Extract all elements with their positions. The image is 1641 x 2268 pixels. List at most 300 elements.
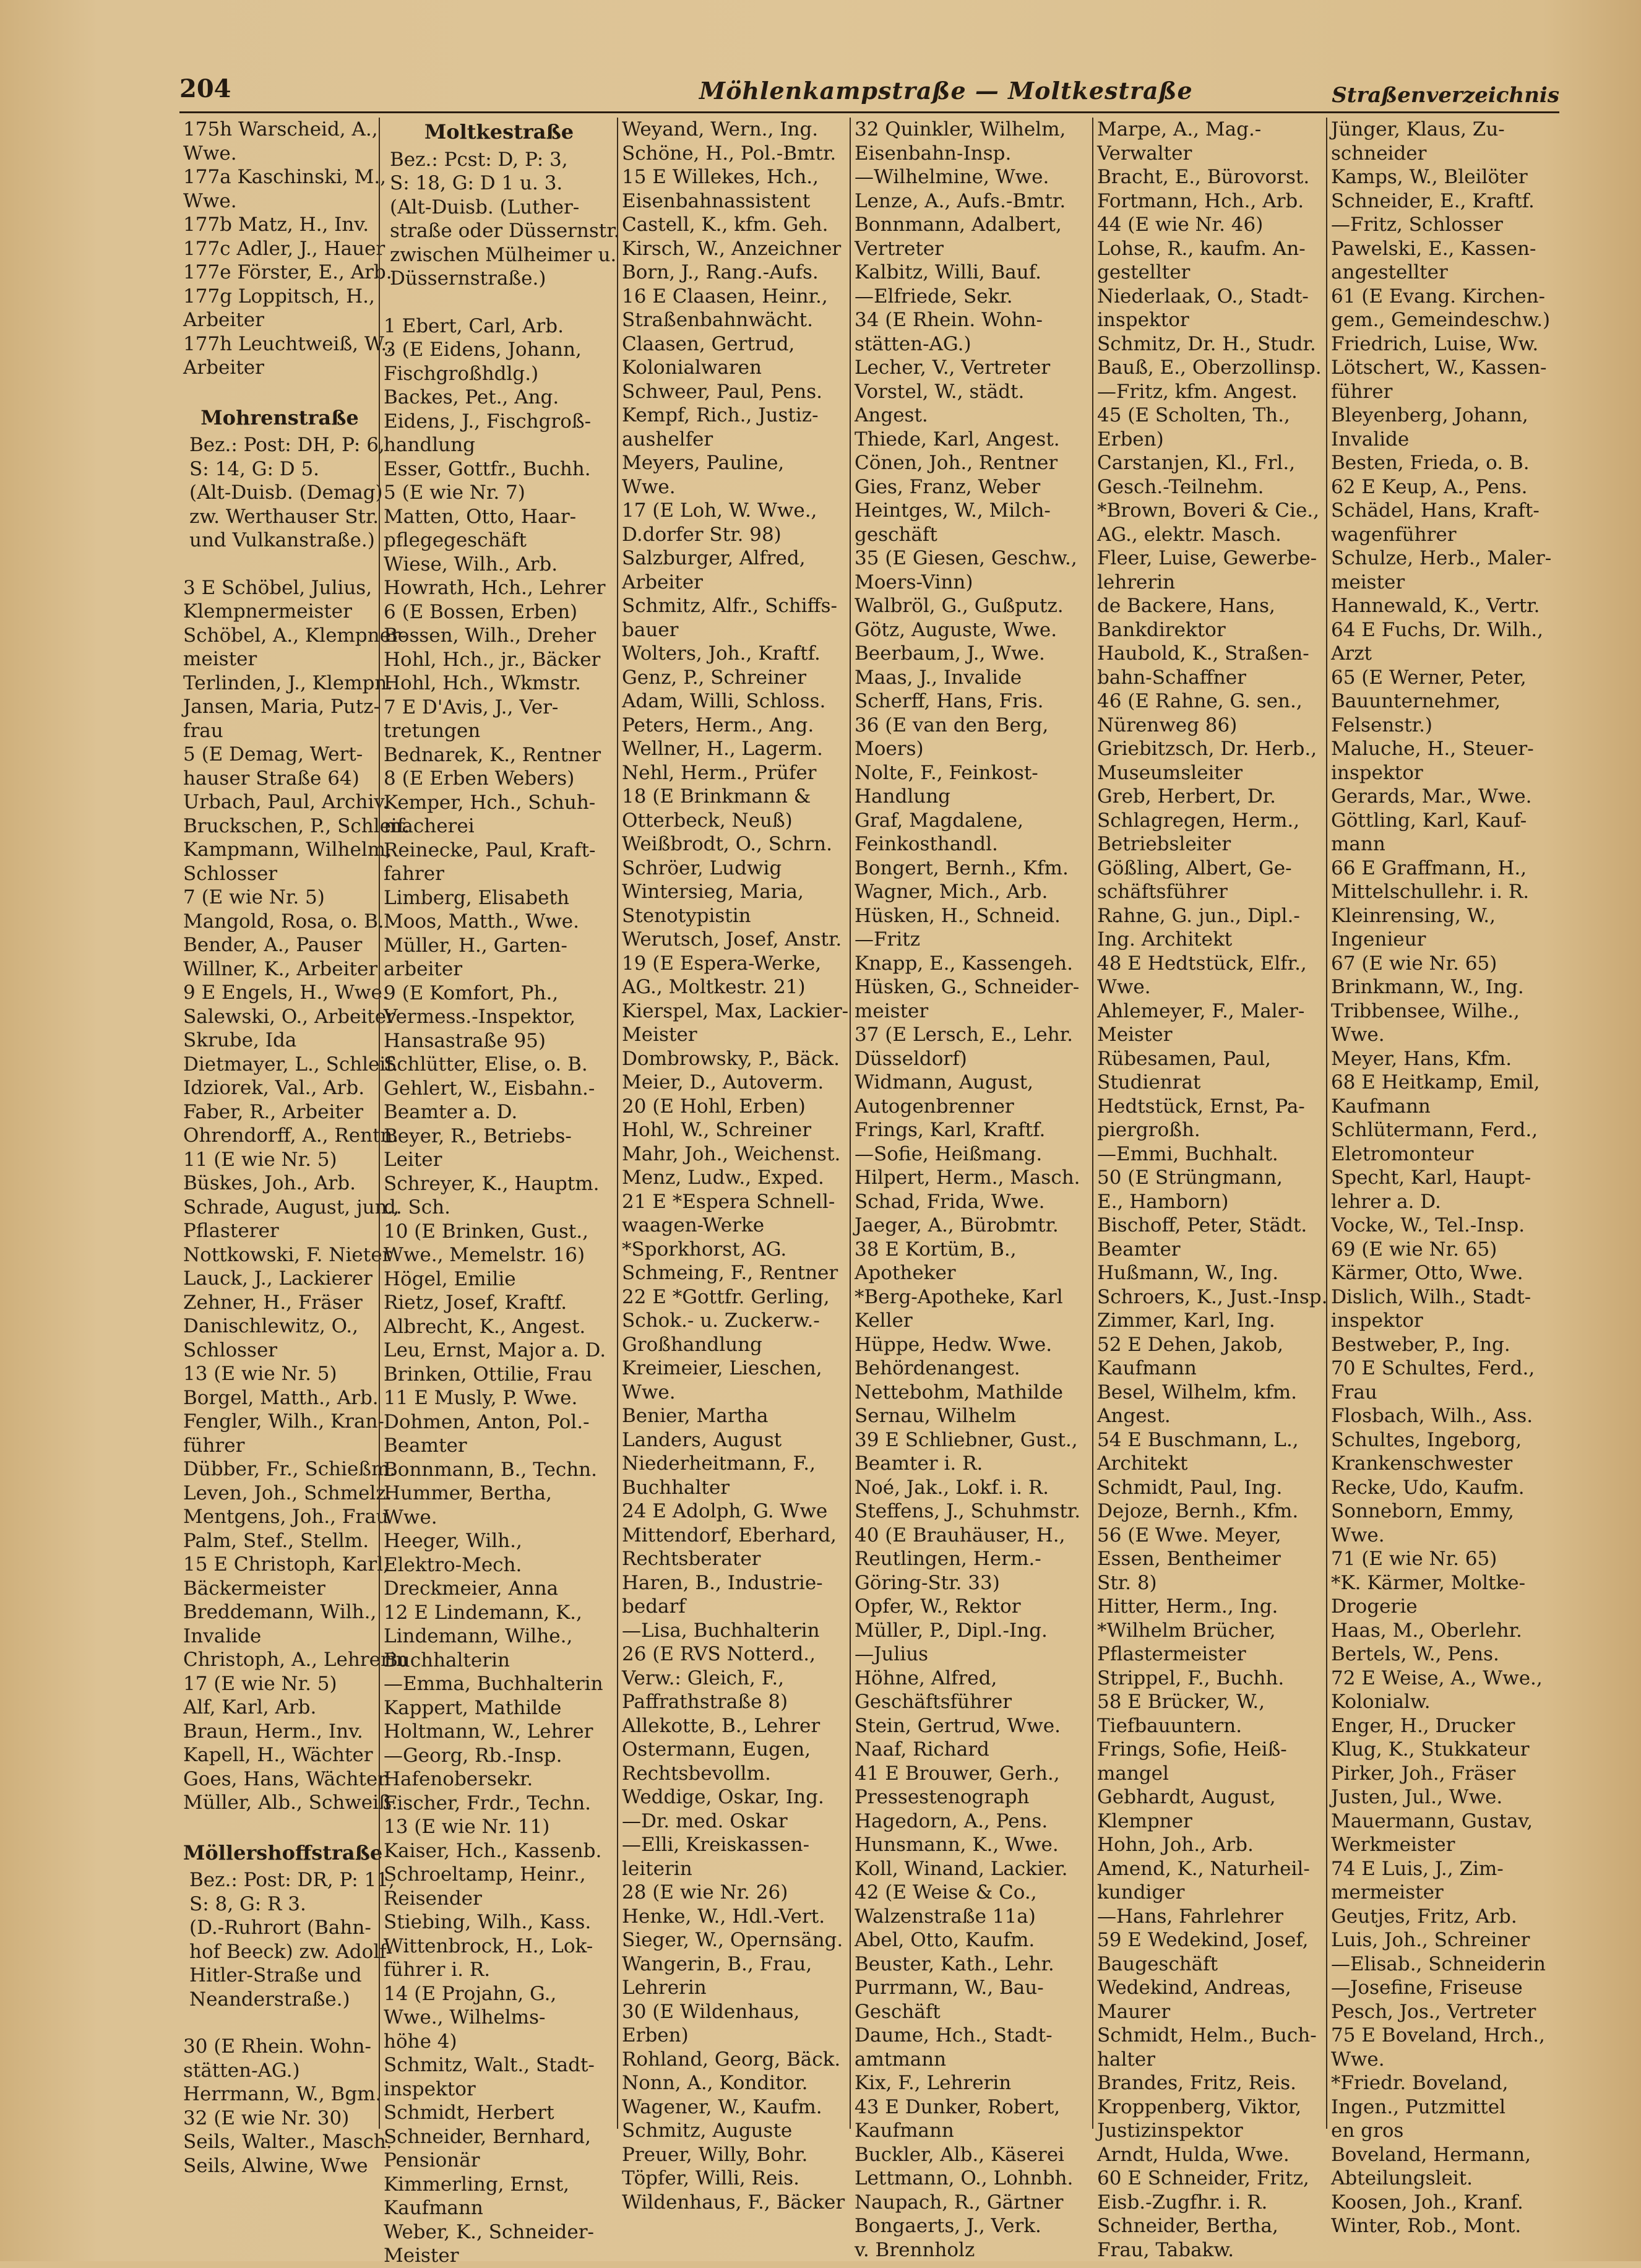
- directory-entry: —Fritz: [855, 928, 921, 951]
- directory-entry: Kärmer, Otto, Wwe.: [1331, 1262, 1523, 1284]
- spacer: [183, 2011, 376, 2035]
- directory-entry: Boveland, Hermann,: [1331, 2143, 1531, 2166]
- directory-entry: —Emma, Buchhalterin: [384, 1673, 603, 1695]
- directory-entry: 18 (E Brinkmann &: [622, 785, 811, 808]
- directory-entry: v. Brennholz: [855, 2238, 975, 2261]
- directory-entry: 54 E Buschmann, L.,: [1097, 1428, 1299, 1451]
- directory-entry: Eidens, J., Fischgroß-: [384, 410, 592, 433]
- page-header: [179, 74, 1559, 113]
- directory-entry: Lötschert, W., Kassen-: [1331, 356, 1547, 379]
- directory-entry: Widmann, August,: [855, 1071, 1033, 1093]
- directory-entry: Wwe.: [183, 142, 237, 165]
- directory-entry: 48 E Hedtstück, Elfr.,: [1097, 952, 1307, 975]
- directory-entry: Palm, Stef., Stellm.: [183, 1529, 369, 1552]
- directory-entry: Wedekind, Andreas,: [1097, 1977, 1291, 1999]
- directory-entry: Sonneborn, Emmy,: [1331, 1500, 1514, 1522]
- directory-entry: 71 (E wie Nr. 65): [1331, 1548, 1497, 1570]
- directory-entry: Kempf, Rich., Justiz-: [622, 404, 819, 426]
- directory-entry: Hußmann, W., Ing.: [1097, 1262, 1279, 1284]
- directory-entry: Fischer, Frdr., Techn.: [384, 1792, 592, 1814]
- directory-entry: inspektor: [384, 2077, 476, 2100]
- directory-entry: Enger, H., Drucker: [1331, 1714, 1515, 1737]
- directory-entry: Hüsken, G., Schneider-: [855, 976, 1080, 998]
- directory-entry: Niederlaak, O., Stadt-: [1097, 285, 1309, 308]
- directory-entry: Adam, Willi, Schloss.: [622, 690, 826, 712]
- directory-entry: inspektor: [1097, 309, 1189, 331]
- directory-entry: führer i. R.: [384, 1959, 491, 1981]
- directory-entry: arbeiter: [384, 958, 463, 980]
- directory-entry: Pawelski, E., Kassen-: [1331, 237, 1536, 260]
- directory-entry: Maas, J., Invalide: [855, 666, 1022, 689]
- directory-entry: Schlütermann, Ferd.,: [1331, 1119, 1538, 1141]
- directory-entry: Benier, Martha: [622, 1405, 769, 1427]
- directory-entry: Hannewald, K., Vertr.: [1331, 595, 1540, 617]
- directory-entry: Frings, Karl, Kraftf.: [855, 1119, 1046, 1141]
- directory-entry: 7 (E wie Nr. 5): [183, 886, 325, 908]
- directory-entry: Graf, Magdalene,: [855, 809, 1023, 832]
- directory-entry: —Emmi, Buchhalt.: [1097, 1142, 1278, 1165]
- district-info: S: 14, G: D 5.: [189, 457, 320, 480]
- directory-entry: 70 E Schultes, Ferd.,: [1331, 1357, 1535, 1379]
- directory-entry: Wagner, Mich., Arb.: [855, 881, 1048, 903]
- column-1: [179, 118, 410, 2177]
- directory-entry: stätten-AG.): [855, 332, 971, 355]
- directory-entry: Angest.: [1097, 1405, 1171, 1427]
- directory-entry: Bankdirektor: [1097, 618, 1226, 641]
- directory-entry: Lenze, A., Aufs.-Bmtr.: [855, 189, 1066, 212]
- directory-entry: Schulze, Herb., Maler-: [1331, 547, 1552, 569]
- directory-entry: höhe 4): [384, 2030, 457, 2053]
- district-info: Bez.: Post: DR, P: 11,: [189, 1869, 395, 1891]
- directory-entry: Kapell, H., Wächter: [183, 1744, 373, 1766]
- directory-entry: Arzt: [1331, 642, 1372, 665]
- directory-entry: Dislich, Wilh., Stadt-: [1331, 1285, 1531, 1308]
- directory-entry: Nettebohm, Mathilde: [855, 1381, 1063, 1403]
- directory-entry: Kaufmann: [1331, 1095, 1431, 1118]
- directory-entry: Willner, K., Arbeiter: [183, 957, 378, 980]
- directory-entry: Beamter a. D.: [384, 1101, 518, 1123]
- directory-entry: gestellter: [1097, 261, 1191, 283]
- directory-entry: 43 E Dunker, Robert,: [855, 2095, 1061, 2118]
- directory-entry: Allekotte, B., Lehrer: [622, 1714, 820, 1737]
- directory-entry: Bonnmann, Adalbert,: [855, 213, 1062, 236]
- directory-entry: Zimmer, Karl, Ing.: [1097, 1309, 1275, 1332]
- directory-entry: Goes, Hans, Wächter: [183, 1767, 387, 1790]
- directory-entry: Heeger, Wilh.,: [384, 1530, 522, 1552]
- directory-entry: 3 (E Eidens, Johann,: [384, 338, 582, 361]
- directory-entry: Düsseldorf): [855, 1047, 967, 1070]
- directory-entry: meister: [855, 999, 929, 1022]
- directory-entry: 52 E Dehen, Jakob,: [1097, 1333, 1284, 1356]
- directory-entry: Beamter: [1097, 1238, 1181, 1261]
- directory-entry: 28 (E wie Nr. 26): [622, 1881, 788, 1904]
- directory-entry: 65 (E Werner, Peter,: [1331, 666, 1527, 689]
- directory-entry: —Josefine, Friseuse: [1331, 1977, 1523, 1999]
- section-title: Straßenverzeichnis: [1332, 83, 1559, 108]
- column-divider: [850, 118, 851, 2129]
- directory-entry: *Berg-Apotheke, Karl: [855, 1285, 1063, 1308]
- directory-entry: Schlosser: [183, 1339, 278, 1361]
- directory-entry: Heintges, W., Milch-: [855, 499, 1051, 522]
- directory-entry: Brandes, Fritz, Reis.: [1097, 2072, 1296, 2094]
- directory-entry: Maluche, H., Steuer-: [1331, 738, 1534, 760]
- directory-entry: Naupach, R., Gärtner: [855, 2191, 1064, 2214]
- directory-entry: 17 (E wie Nr. 5): [183, 1672, 337, 1695]
- directory-entry: Nottkowski, F. Nieter: [183, 1243, 392, 1266]
- directory-entry: Leiter: [384, 1149, 442, 1171]
- directory-entry: Bertels, W., Pens.: [1331, 1643, 1499, 1665]
- directory-entry: bahn-Schaffner: [1097, 666, 1246, 689]
- directory-entry: Klempnermeister: [183, 600, 352, 623]
- directory-entry: —Hans, Fahrlehrer: [1097, 1905, 1283, 1928]
- directory-entry: Klempner: [1097, 1809, 1192, 1832]
- directory-entry: Ostermann, Eugen,: [622, 1738, 811, 1761]
- directory-entry: —Lisa, Buchhalterin: [622, 1619, 820, 1642]
- directory-entry: 13 (E wie Nr. 5): [183, 1363, 337, 1385]
- directory-entry: Beamter i. R.: [855, 1452, 983, 1475]
- directory-entry: Schmitz, Walt., Stadt-: [384, 2054, 595, 2076]
- directory-entry: Wagener, W., Kaufm.: [622, 2095, 822, 2118]
- directory-entry: Knapp, E., Kassengeh.: [855, 952, 1073, 975]
- street-heading: Möllershoffstraße: [183, 1840, 383, 1865]
- directory-entry: —Wilhelmine, Wwe.: [855, 166, 1049, 188]
- directory-entry: 30 (E Rhein. Wohn-: [183, 2035, 371, 2058]
- directory-entry: Walbröl, G., Gußputz.: [855, 595, 1064, 617]
- directory-entry: Wiese, Wilh., Arb.: [384, 553, 558, 576]
- directory-entry: Großhandlung: [622, 1333, 762, 1356]
- district-info: (D.-Ruhrort (Bahn-: [189, 1917, 371, 1939]
- directory-entry: Bäckermeister: [183, 1577, 325, 1600]
- directory-entry: Schädel, Hans, Kraft-: [1331, 499, 1540, 522]
- directory-entry: Fortmann, Hch., Arb.: [1097, 189, 1304, 212]
- directory-entry: 177c Adler, J., Hauer: [183, 237, 385, 260]
- directory-entry: Landers, August: [622, 1428, 782, 1451]
- directory-entry: Kampmann, Wilhelm,: [183, 839, 392, 861]
- directory-entry: Verw.: Gleich, F.,: [622, 1667, 785, 1689]
- directory-entry: Flosbach, Wilh., Ass.: [1331, 1405, 1533, 1427]
- directory-entry: lehrerin: [1097, 571, 1176, 593]
- directory-entry: Preuer, Willy, Bohr.: [622, 2143, 808, 2166]
- district-info: hof Beeck) zw. Adolf-: [189, 1940, 393, 1963]
- district-info: (Alt-Duisb. (Luther-: [390, 196, 580, 218]
- directory-entry: Wwe.: [622, 475, 676, 498]
- directory-entry: Erben): [622, 2024, 689, 2046]
- directory-entry: Verwalter: [1097, 142, 1192, 165]
- directory-entry: Peters, Herm., Ang.: [622, 714, 814, 736]
- directory-entry: frau: [183, 719, 223, 742]
- directory-entry: Hansastraße 95): [384, 1029, 546, 1052]
- directory-entry: Dohmen, Anton, Pol.-: [384, 1410, 590, 1433]
- directory-entry: Terlinden, J., Klempn.: [183, 671, 394, 694]
- directory-entry: Esser, Gottfr., Buchh.: [384, 457, 591, 480]
- directory-entry: Griebitzsch, Dr. Herb.,: [1097, 738, 1317, 760]
- directory-entry: 177b Matz, H., Inv.: [183, 213, 369, 236]
- directory-entry: Gebhardt, August,: [1097, 1786, 1276, 1808]
- column-divider: [1092, 118, 1093, 2129]
- directory-entry: Noé, Jak., Lokf. i. R.: [855, 1476, 1049, 1499]
- directory-entry: Wangerin, B., Frau,: [622, 1952, 812, 1975]
- directory-entry: en gros: [1331, 2119, 1404, 2142]
- directory-entry: lehrer a. D.: [1331, 1190, 1441, 1213]
- directory-entry: fahrer: [384, 863, 444, 885]
- directory-entry: Rohland, Georg, Bäck.: [622, 2048, 841, 2071]
- directory-entry: bedarf: [622, 1595, 686, 1618]
- directory-entry: Albrecht, K., Angest.: [384, 1315, 586, 1338]
- directory-entry: Brinken, Ottilie, Frau: [384, 1363, 593, 1386]
- directory-entry: Mittelschullehr. i. R.: [1331, 881, 1530, 903]
- directory-entry: Scherff, Hans, Fris.: [855, 690, 1044, 712]
- directory-entry: Arndt, Hulda, Wwe.: [1097, 2143, 1290, 2166]
- directory-entry: Claasen, Gertrud,: [622, 332, 795, 355]
- directory-entry: 175h Warscheid, A.,: [183, 118, 378, 140]
- directory-entry: Schlagregen, Herm.,: [1097, 809, 1300, 832]
- directory-entry: Skrube, Ida: [183, 1029, 297, 1051]
- directory-entry: Hafenobersekr.: [384, 1768, 533, 1790]
- directory-entry: Dreckmeier, Anna: [384, 1577, 559, 1600]
- district-info: Düssernstraße.): [390, 267, 546, 290]
- directory-entry: 9 E Engels, H., Wwe.: [183, 981, 389, 1004]
- directory-entry: Lehrerin: [622, 1977, 707, 1999]
- directory-entry: Niederheitmann, F.,: [622, 1452, 816, 1475]
- directory-entry: Carstanjen, Kl., Frl.,: [1097, 452, 1296, 474]
- directory-entry: Schok.- u. Zuckerw.-: [622, 1309, 820, 1332]
- directory-entry: Schweer, Paul, Pens.: [622, 380, 822, 403]
- directory-entry: hauser Straße 64): [183, 767, 360, 790]
- directory-entry: geschäft: [855, 523, 937, 546]
- directory-entry: Justen, Jul., Wwe.: [1331, 1786, 1503, 1808]
- directory-entry: Bongert, Bernh., Kfm.: [855, 856, 1069, 879]
- directory-entry: Eisb.-Zugfhr. i. R.: [1097, 2191, 1268, 2214]
- directory-entry: Faber, R., Arbeiter: [183, 1100, 364, 1123]
- directory-entry: Handlung: [855, 785, 951, 808]
- directory-entry: 60 E Schneider, Fritz,: [1097, 2167, 1309, 2189]
- directory-entry: Fengler, Wilh., Kran-: [183, 1410, 384, 1433]
- directory-entry: Holtmann, W., Lehrer: [384, 1720, 593, 1743]
- directory-entry: Schneider, Bertha,: [1097, 2215, 1278, 2237]
- directory-entry: Gerards, Mar., Wwe.: [1331, 785, 1532, 808]
- directory-entry: 177a Kaschinski, M.,: [183, 166, 387, 188]
- directory-entry: Schmidt, Herbert: [384, 2102, 554, 2124]
- directory-entry: Göttling, Karl, Kauf-: [1331, 809, 1527, 832]
- directory-entry: 12 E Lindemann, K.,: [384, 1601, 582, 1624]
- directory-entry: Henke, W., Hdl.-Vert.: [622, 1905, 825, 1928]
- directory-entry: Backes, Pet., Ang.: [384, 386, 559, 408]
- directory-entry: Kix, F., Lehrerin: [855, 2072, 1012, 2094]
- directory-entry: Amend, K., Naturheil-: [1097, 1857, 1310, 1880]
- page-title: Möhlenkampstraße — Moltkestraße: [699, 77, 1193, 105]
- directory-entry: Besel, Wilhelm, kfm.: [1097, 1381, 1297, 1403]
- directory-entry: 41 E Brouwer, Gerh.,: [855, 1762, 1060, 1785]
- directory-entry: Behördenangest.: [855, 1357, 1020, 1379]
- directory-entry: 11 E Musly, P. Wwe.: [384, 1387, 578, 1409]
- column-4: [851, 118, 1093, 2261]
- directory-entry: Studienrat: [1097, 1071, 1201, 1093]
- district-info: (Alt-Duisb. (Demag): [189, 481, 383, 504]
- directory-entry: Müller, H., Garten-: [384, 934, 567, 957]
- directory-entry: 15 E Willekes, Hch.,: [622, 166, 819, 188]
- directory-entry: 22 E *Gottfr. Gerling,: [622, 1285, 830, 1308]
- directory-entry: Schroeltamp, Heinr.,: [384, 1863, 586, 1886]
- directory-entry: 34 (E Rhein. Wohn-: [855, 309, 1043, 331]
- street-heading: Moltkestraße: [424, 120, 574, 144]
- directory-entry: Ingen., Putzmittel: [1331, 2095, 1506, 2118]
- directory-entry: Pirker, Joh., Fräser: [1331, 1762, 1516, 1785]
- directory-entry: Hitter, Herm., Ing.: [1097, 1595, 1278, 1618]
- directory-entry: Weddige, Oskar, Ing.: [622, 1786, 824, 1808]
- directory-entry: 62 E Keup, A., Pens.: [1331, 475, 1528, 498]
- directory-entry: Geutjes, Fritz, Arb.: [1331, 1905, 1517, 1928]
- directory-entry: Marpe, A., Mag.-: [1097, 118, 1262, 140]
- directory-entry: Schultes, Ingeborg,: [1331, 1428, 1522, 1451]
- directory-entry: stätten-AG.): [183, 2059, 300, 2082]
- directory-entry: 35 (E Giesen, Geschw.,: [855, 547, 1077, 569]
- directory-entry: Str. 8): [1097, 1571, 1157, 1594]
- directory-entry: 13 (E wie Nr. 11): [384, 1816, 550, 1838]
- directory-entry: 8 (E Erben Webers): [384, 767, 575, 790]
- directory-entry: Kamps, W., Bleilöter: [1331, 166, 1528, 188]
- directory-entry: AG., Moltkestr. 21): [622, 976, 806, 998]
- directory-entry: führer: [183, 1434, 245, 1457]
- directory-entry: d. Sch.: [384, 1196, 450, 1218]
- directory-entry: Eisenbahn-Insp.: [855, 142, 1012, 165]
- directory-entry: Bender, A., Pauser: [183, 934, 363, 956]
- directory-entry: Meister: [384, 2244, 459, 2267]
- directory-entry: Hohl, Hch., jr., Bäcker: [384, 648, 601, 671]
- directory-entry: Schröer, Ludwig: [622, 856, 782, 879]
- directory-entry: Rahne, G. jun., Dipl.-: [1097, 904, 1300, 927]
- directory-entry: Maurer: [1097, 2000, 1171, 2023]
- directory-entry: 59 E Wedekind, Josef,: [1097, 1929, 1309, 1951]
- directory-entry: Haren, B., Industrie-: [622, 1571, 823, 1594]
- directory-entry: Mahr, Joh., Weichenst.: [622, 1142, 841, 1165]
- directory-entry: Dietmayer, L., Schleif.: [183, 1053, 398, 1076]
- directory-entry: Schreyer, K., Hauptm.: [384, 1172, 600, 1195]
- directory-entry: Ing. Architekt: [1097, 928, 1233, 951]
- directory-entry: Meyer, Hans, Kfm.: [1331, 1047, 1512, 1070]
- directory-entry: Stiebing, Wilh., Kass.: [384, 1911, 592, 1933]
- directory-entry: Weber, K., Schneider-: [384, 2220, 594, 2243]
- district-info: straße oder Düssernstr.: [390, 220, 620, 242]
- directory-entry: Eisenbahnassistent: [622, 189, 811, 212]
- directory-entry: 26 (E RVS Notterd.,: [622, 1643, 816, 1665]
- directory-entry: Naaf, Richard: [855, 1738, 989, 1761]
- directory-entry: Schmitz, Alfr., Schiffs-: [622, 595, 838, 617]
- directory-entry: Schmitz, Dr. H., Studr.: [1097, 332, 1316, 355]
- directory-entry: 5 (E wie Nr. 7): [384, 481, 525, 504]
- directory-entry: —Fritz, kfm. Angest.: [1097, 380, 1298, 403]
- directory-entry: Bednarek, K., Rentner: [384, 743, 601, 766]
- column-divider: [617, 118, 618, 2129]
- directory-entry: Wolters, Joh., Kraftf.: [622, 642, 820, 665]
- directory-entry: Hohl, W., Schreiner: [622, 1119, 812, 1141]
- directory-entry: Christoph, A., Lehrerin: [183, 1649, 408, 1671]
- directory-entry: Hüsken, H., Schneid.: [855, 904, 1061, 927]
- directory-entry: 58 E Brücker, W.,: [1097, 1691, 1265, 1713]
- directory-entry: Pflasterer: [183, 1220, 279, 1242]
- directory-entry: Apotheker: [855, 1262, 956, 1284]
- directory-entry: Bongaerts, J., Verk.: [855, 2215, 1041, 2237]
- directory-entry: Gehlert, W., Eisbahn.-: [384, 1077, 595, 1100]
- directory-entry: Fischgroßhdlg.): [384, 362, 539, 385]
- directory-entry: 6 (E Bossen, Erben): [384, 600, 578, 623]
- directory-entry: 66 E Graffmann, H.,: [1331, 856, 1527, 879]
- directory-entry: Dejoze, Bernh., Kfm.: [1097, 1500, 1299, 1522]
- directory-entry: Reisender: [384, 1887, 482, 1910]
- directory-entry: AG., elektr. Masch.: [1097, 523, 1281, 546]
- directory-entry: aushelfer: [622, 428, 713, 451]
- directory-entry: Jansen, Maria, Putz-: [183, 696, 381, 718]
- directory-entry: Beerbaum, J., Wwe.: [855, 642, 1045, 665]
- directory-entry: Weyand, Wern., Ing.: [622, 118, 819, 140]
- directory-entry: 21 E *Espera Schnell-: [622, 1190, 835, 1213]
- directory-entry: Lindemann, Wilhe.,: [384, 1625, 573, 1647]
- directory-entry: Frings, Sofie, Heiß-: [1097, 1738, 1287, 1761]
- directory-entry: Reinecke, Paul, Kraft-: [384, 839, 596, 861]
- directory-entry: Wwe.: [622, 1381, 676, 1403]
- directory-entry: Geschäftsführer: [855, 1691, 1012, 1713]
- directory-entry: Wwe.: [1331, 2048, 1385, 2071]
- directory-entry: Buchhalterin: [384, 1649, 510, 1671]
- directory-entry: Geschäft: [855, 2000, 941, 2023]
- directory-entry: Schroers, K., Just.-Insp.: [1097, 1285, 1328, 1308]
- directory-entry: Wwe.: [1331, 1024, 1385, 1046]
- directory-entry: 45 (E Scholten, Th.,: [1097, 404, 1290, 426]
- directory-entry: Meier, D., Autoverm.: [622, 1071, 824, 1093]
- directory-entry: Weißbrodt, O., Schrn.: [622, 833, 833, 855]
- directory-entry: tretungen: [384, 720, 481, 742]
- directory-entry: Koll, Winand, Lackier.: [855, 1857, 1068, 1880]
- directory-entry: Eletromonteur: [1331, 1142, 1474, 1165]
- spacer: [183, 380, 376, 403]
- directory-entry: Bleyenberg, Johann,: [1331, 404, 1528, 426]
- directory-entry: Bauunternehmer,: [1331, 690, 1501, 712]
- directory-entry: Hilpert, Herm., Masch.: [855, 1166, 1080, 1189]
- directory-entry: Haubold, K., Straßen-: [1097, 642, 1309, 665]
- directory-entry: Dübber, Fr., Schießm.: [183, 1458, 396, 1480]
- directory-entry: Bonnmann, B., Techn.: [384, 1458, 597, 1481]
- directory-entry: Greb, Herbert, Dr.: [1097, 785, 1276, 808]
- directory-entry: Kolonialwaren: [622, 356, 762, 379]
- directory-entry: Wellner, H., Lagerm.: [622, 738, 823, 760]
- directory-entry: E., Hamborn): [1097, 1190, 1229, 1213]
- directory-entry: Essen, Bentheimer: [1097, 1548, 1281, 1570]
- directory-entry: Kappert, Mathilde: [384, 1696, 562, 1719]
- directory-entry: Bestweber, P., Ing.: [1331, 1333, 1510, 1356]
- column-divider: [1326, 118, 1327, 2129]
- directory-entry: meister: [183, 648, 257, 670]
- directory-entry: Invalide: [183, 1624, 262, 1647]
- directory-entry: Museumsleiter: [1097, 761, 1243, 784]
- directory-entry: Tiefbauuntern.: [1097, 1714, 1243, 1737]
- directory-entry: Nolte, F., Feinkost-: [855, 761, 1038, 784]
- directory-entry: angestellter: [1331, 261, 1448, 283]
- district-info: zw. Werthauser Str.: [189, 505, 379, 528]
- directory-entry: Recke, Udo, Kaufm.: [1331, 1476, 1525, 1499]
- directory-entry: Moers-Vinn): [855, 571, 973, 593]
- directory-entry: Pflastermeister: [1097, 1643, 1246, 1665]
- directory-entry: 15 E Christoph, Karl,: [183, 1553, 389, 1576]
- directory-entry: Felsenstr.): [1331, 714, 1433, 736]
- directory-entry: Lecher, V., Vertreter: [855, 356, 1051, 379]
- directory-entry: Koosen, Joh., Kranf.: [1331, 2191, 1523, 2214]
- directory-entry: Kreimeier, Lieschen,: [622, 1357, 822, 1379]
- directory-entry: Werutsch, Josef, Anstr.: [622, 928, 842, 951]
- column-divider: [379, 118, 380, 2129]
- directory-entry: 40 (E Brauhäuser, H.,: [855, 1524, 1066, 1546]
- directory-entry: Arbeiter: [183, 309, 264, 331]
- directory-entry: inspektor: [1331, 761, 1423, 784]
- directory-entry: 50 (E Strüngmann,: [1097, 1166, 1283, 1189]
